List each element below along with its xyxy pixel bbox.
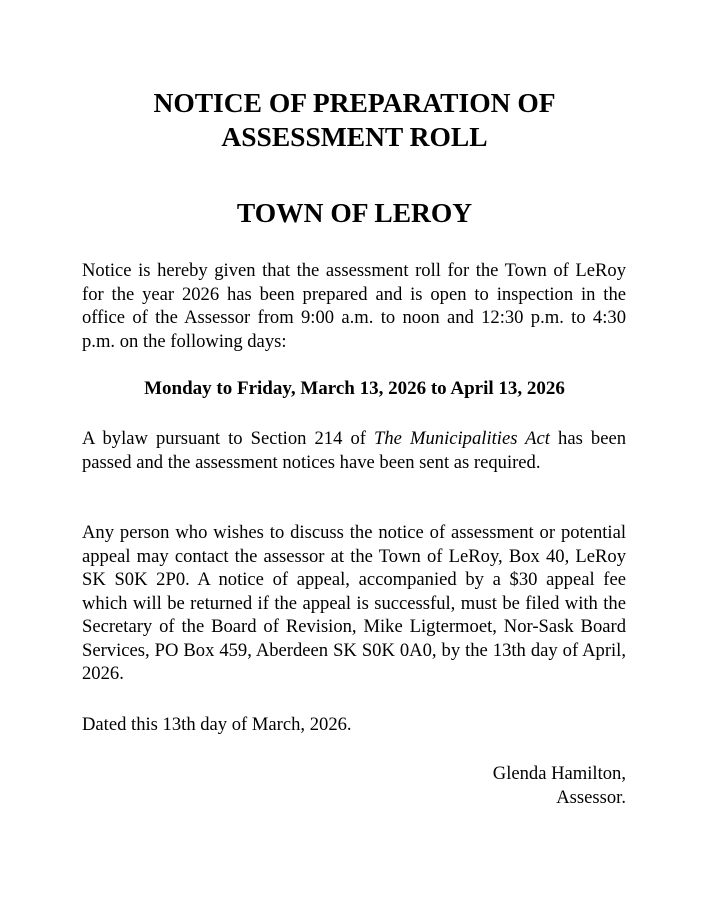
- document-title: [0, 86, 709, 154]
- bylaw-text-end: has been passed and the assessment notices have been sent as required.: [82, 428, 626, 473]
- title-line-2: ASSESSMENT ROLL: [221, 121, 488, 152]
- bylaw-text-start: A bylaw pursuant to Section 214 of: [82, 428, 375, 449]
- bylaw-paragraph: [82, 427, 626, 474]
- signature-name: Glenda Hamilton,: [492, 763, 626, 784]
- title-line-1: NOTICE OF PREPARATION OF: [153, 87, 556, 118]
- dated-line: Dated this 13th day of March, 2026.: [82, 714, 352, 735]
- notice-paragraph: Notice is hereby given that the assessment roll for the Town of LeRoy for the year 2026 has been prepared and is open to inspection in the office of the Assessor from 9:00 a.m. to noon and 12:30 p.m. to 4:30 p.m. on the following days:: [82, 260, 626, 352]
- act-name: The Municipalities Act: [374, 428, 550, 449]
- appeal-paragraph: Any person who wishes to discuss the notice of assessment or potential appeal may contact the assessor at the Town of LeRoy, Box 40, LeRoy SK S0K 2P0. A notice of appeal, accompanied by a $30 appeal fee which will be returned if the appeal is successful, must be filed with the Secretary of the Board of Revision, Mike Ligtermoet, Nor-Sask Board Services, PO Box 459, Aberdeen SK S0K 0A0, by the 13th day of April, 2026.: [82, 522, 626, 684]
- inspection-period: Monday to Friday, March 13, 2026 to April 13, 2026: [144, 378, 565, 399]
- document-subtitle: TOWN OF LEROY: [236, 197, 473, 228]
- signature-title: Assessor.: [556, 787, 626, 808]
